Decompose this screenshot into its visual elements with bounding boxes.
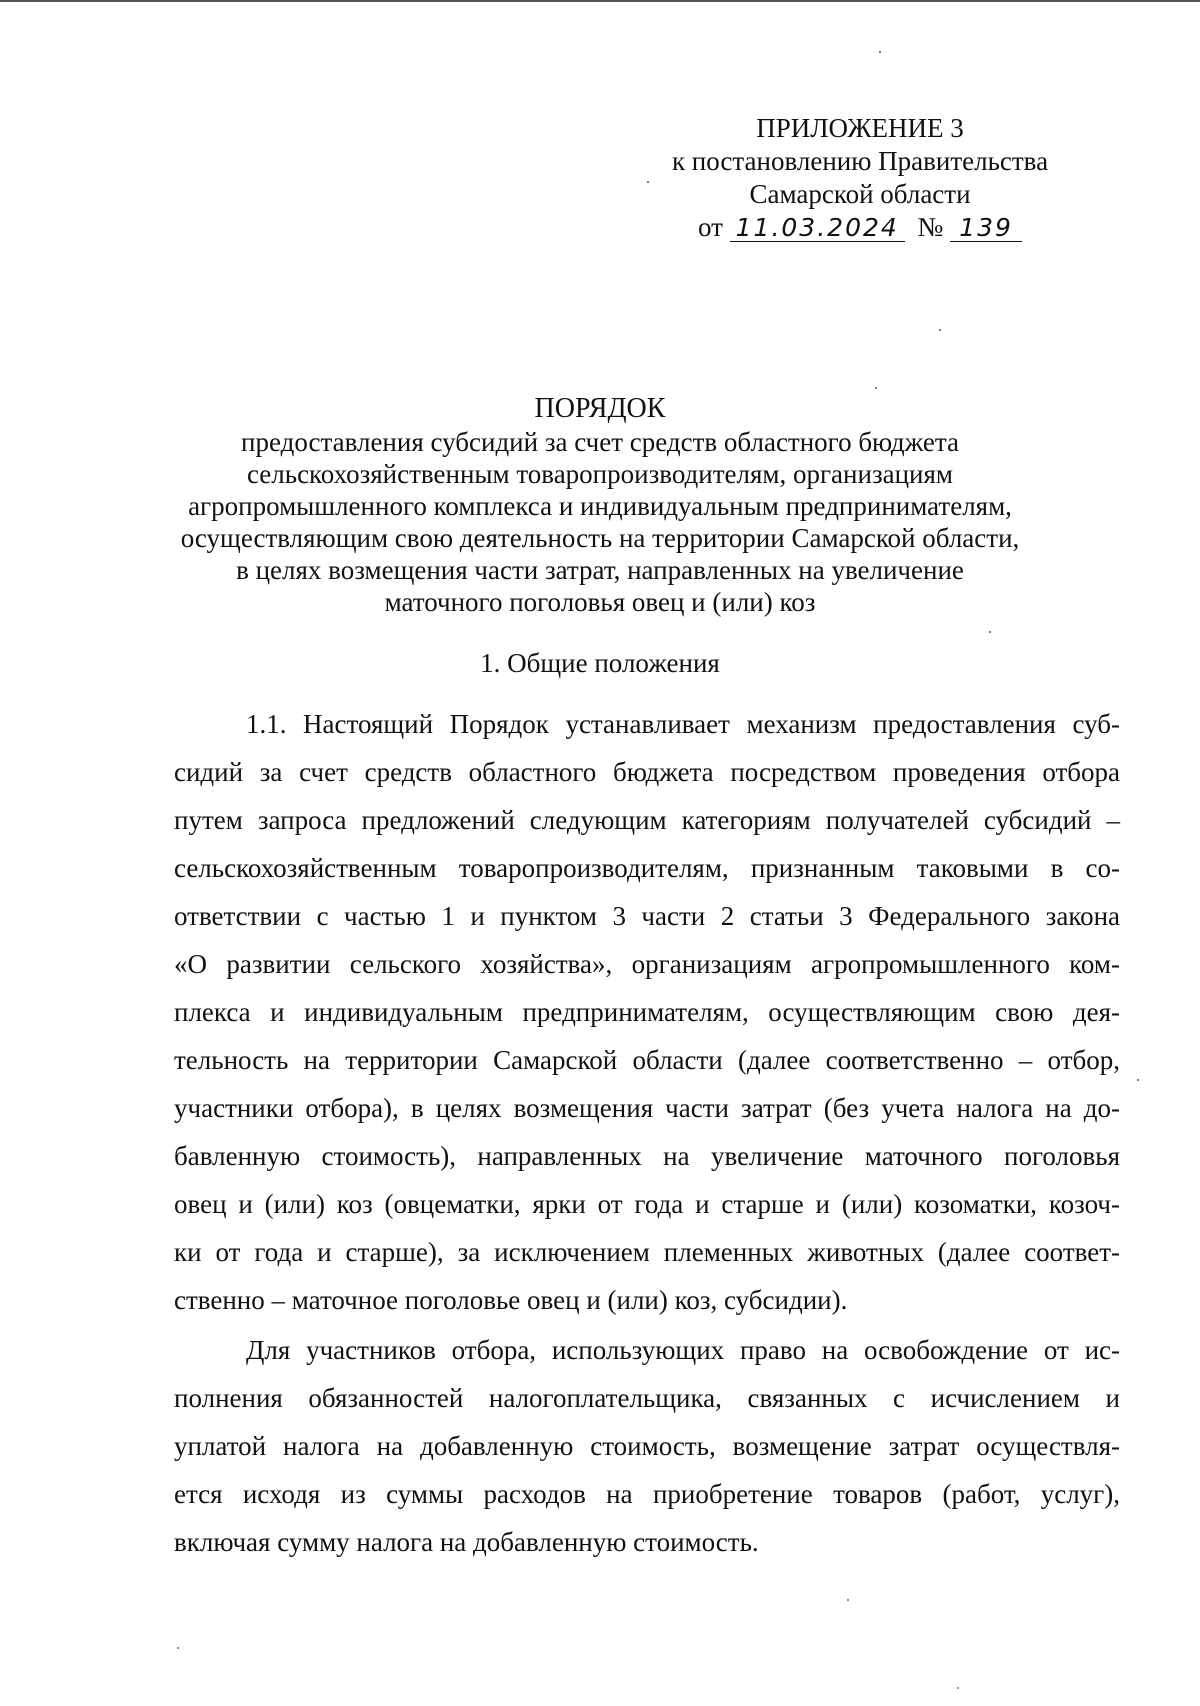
paragraph-line: тельность на территории Самарской области (далее соответственно – отбор, <box>174 1045 1120 1075</box>
paragraph-line: участники отбора), в целях возмещения части затрат (без учета налога на до- <box>174 1093 1120 1123</box>
appendix-line-2: Самарской области <box>749 179 971 209</box>
subtitle-line: осуществляющим свою деятельность на территории Самарской области, <box>180 523 1020 553</box>
number-label: № <box>917 212 944 242</box>
paragraph-line: 1.1. Настоящий Порядок устанавливает механизм предоставления суб- <box>246 709 1120 739</box>
paragraph-line: «О развитии сельского хозяйства», организациям агропромышленного ком- <box>174 949 1120 979</box>
paragraph-line: ется исходя из суммы расходов на приобретение товаров (работ, услуг), <box>174 1479 1120 1509</box>
paragraph-line: бавленную стоимость), направленных на увеличение маточного поголовья <box>174 1141 1120 1171</box>
handwritten-number: 139 <box>950 215 1022 242</box>
date-prefix: от <box>697 212 723 242</box>
paragraph-line: ответствии с частью 1 и пунктом 3 части 2 статьи 3 Федерального закона <box>174 901 1120 931</box>
paragraph-line: полнения обязанностей налогоплательщика, связанных с исчислением и <box>174 1383 1120 1413</box>
paragraph-line: путем запроса предложений следующим категориям получателей субсидий – <box>174 805 1120 835</box>
subtitle-line: маточного поголовья овец и (или) коз <box>384 587 816 617</box>
paragraph-line: уплатой налога на добавленную стоимость, возмещение затрат осуществля- <box>174 1431 1120 1461</box>
paragraph-line: плекса и индивидуальным предпринимателям, осуществляющим свою дея- <box>174 997 1120 1027</box>
document-title: ПОРЯДОК <box>534 393 666 424</box>
subtitle-line: предоставления субсидий за счет средств областного бюджета <box>241 427 959 457</box>
paragraph-line: включая сумму налога на добавленную стоимость. <box>174 1527 759 1557</box>
paragraph-line: овец и (или) коз (овцематки, ярки от года и старше и (или) козоматки, козоч- <box>174 1189 1120 1219</box>
paragraph-line: сидий за счет средств областного бюджета посредством проведения отбора <box>174 757 1120 787</box>
appendix-line-1: к постановлению Правительства <box>671 146 1049 176</box>
subtitle-line: в целях возмещения части затрат, направленных на увеличение <box>236 555 964 585</box>
paragraph-line: сельскохозяйственным товаропроизводителям, признанным таковыми в со- <box>174 853 1120 883</box>
appendix-title: ПРИЛОЖЕНИЕ 3 <box>756 113 964 143</box>
handwritten-date: 11.03.2024 <box>730 215 905 242</box>
paragraph-line: Для участников отбора, использующих право на освобождение от ис- <box>246 1335 1120 1365</box>
section-heading: 1. Общие положения <box>480 648 720 678</box>
subtitle-line: сельскохозяйственным товаропроизводителям, организациям <box>246 459 953 489</box>
subtitle-line: агропромышленного комплекса и индивидуальным предпринимателям, <box>188 491 1012 521</box>
paragraph-line: ственно – маточное поголовье овец и (или) коз, субсидии). <box>174 1285 848 1315</box>
paragraph-line: ки от года и старше), за исключением племенных животных (далее соответ- <box>174 1237 1120 1267</box>
